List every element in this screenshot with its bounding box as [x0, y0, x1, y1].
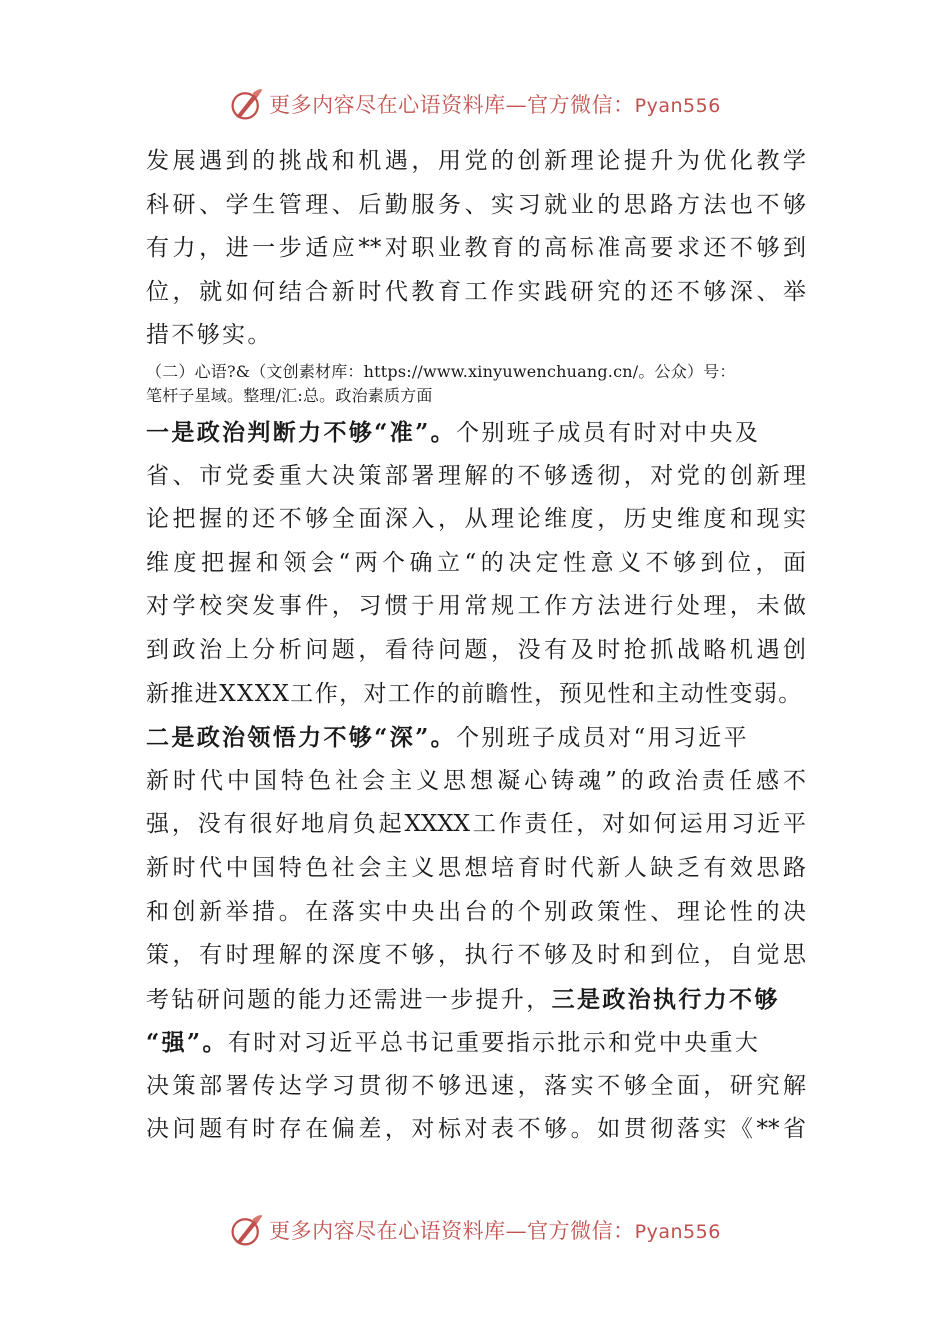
- point-heading: 二是政治领悟力不够“深”。: [146, 724, 457, 752]
- text-line: 新推进XXXX工作，对工作的前瞻性，预见性和主动性变弱。: [146, 680, 803, 707]
- text-line: 维度把握和领会“两个确立“的决定性意义不够到位，面: [146, 549, 806, 576]
- paragraph-4: [146, 1021, 806, 1152]
- text-line: 发展遇到的挑战和机遇，用党的创新理论提升为优化教学: [146, 148, 806, 174]
- text-line: 省、市党委重大决策部署理解的不够透彻，对党的创新理: [146, 462, 806, 489]
- text-line: 和创新举措。在落实中央出台的个别政策性、理论性的决: [146, 898, 806, 925]
- text-line: 对学校突发事件，习惯于用常规工作方法进行处理，未做: [146, 593, 806, 620]
- footer-banner: [0, 1208, 950, 1252]
- document-body: [146, 140, 806, 1152]
- quill-logo-icon: [229, 86, 265, 122]
- text-line: 决问题有时存在偏差，对标对表不够。如贯彻落实《**省: [146, 1116, 806, 1143]
- quill-logo-icon: [229, 1212, 265, 1248]
- text-line: 科研、学生管理、后勤服务、实习就业的思路方法也不够: [146, 191, 806, 218]
- text-line: 强，没有很好地肩负起XXXX工作责任，对如何运用习近平: [146, 811, 806, 838]
- point-heading: 三是政治执行力不够: [551, 985, 780, 1013]
- text-line: 位，就如何结合新时代教育工作实践研究的还不够深、举: [146, 278, 806, 305]
- section-heading-line-2: 笔杆子星域。整理/汇:总。政治素质方面: [146, 385, 433, 405]
- paragraph-3: [146, 716, 806, 1021]
- text-line: 考钻研问题的能力还需进一步提升，三是政治执行力不够: [146, 985, 780, 1013]
- section-heading-line-1: （二）心语?&（文创素材库：https://www.xinyuwenchuang.cn/。公众）号：: [146, 361, 736, 381]
- paragraph-1: [146, 140, 806, 358]
- text-line: 到政治上分析问题，看待问题，没有及时抢抓战略机遇创: [146, 636, 806, 663]
- header-text: 更多内容尽在心语资料库—官方微信：Pyan556: [269, 93, 721, 117]
- text-line: “强”。有时对习近平总书记重要指示批示和党中央重大: [146, 1029, 761, 1057]
- text-line: 新时代中国特色社会主义思想培育时代新人缺乏有效思路: [146, 854, 806, 881]
- text-line: 一是政治判断力不够“准”。个别班子成员有时对中央及: [146, 418, 761, 446]
- point-heading: “强”。: [146, 1029, 228, 1057]
- footer-text: 更多内容尽在心语资料库—官方微信：Pyan556: [269, 1219, 721, 1243]
- point-heading: 一是政治判断力不够“准”。: [146, 418, 457, 446]
- paragraph-2: [146, 411, 806, 716]
- text-line: 新时代中国特色社会主义思想凝心铸魂”的政治责任感不: [146, 767, 806, 794]
- text-line: 有力，进一步适应**对职业教育的高标准高要求还不够到: [146, 235, 806, 262]
- text-line: 策，有时理解的深度不够，执行不够及时和到位，自觉思: [146, 942, 806, 969]
- text-line: 二是政治领悟力不够“深”。个别班子成员对“用习近平: [146, 724, 749, 752]
- header-banner: [0, 82, 950, 126]
- text-line: 决策部署传达学习贯彻不够迅速，落实不够全面，研究解: [146, 1072, 806, 1099]
- text-line: 措不够实。: [146, 322, 273, 349]
- text-line: 论把握的还不够全面深入，从理论维度，历史维度和现实: [146, 506, 806, 533]
